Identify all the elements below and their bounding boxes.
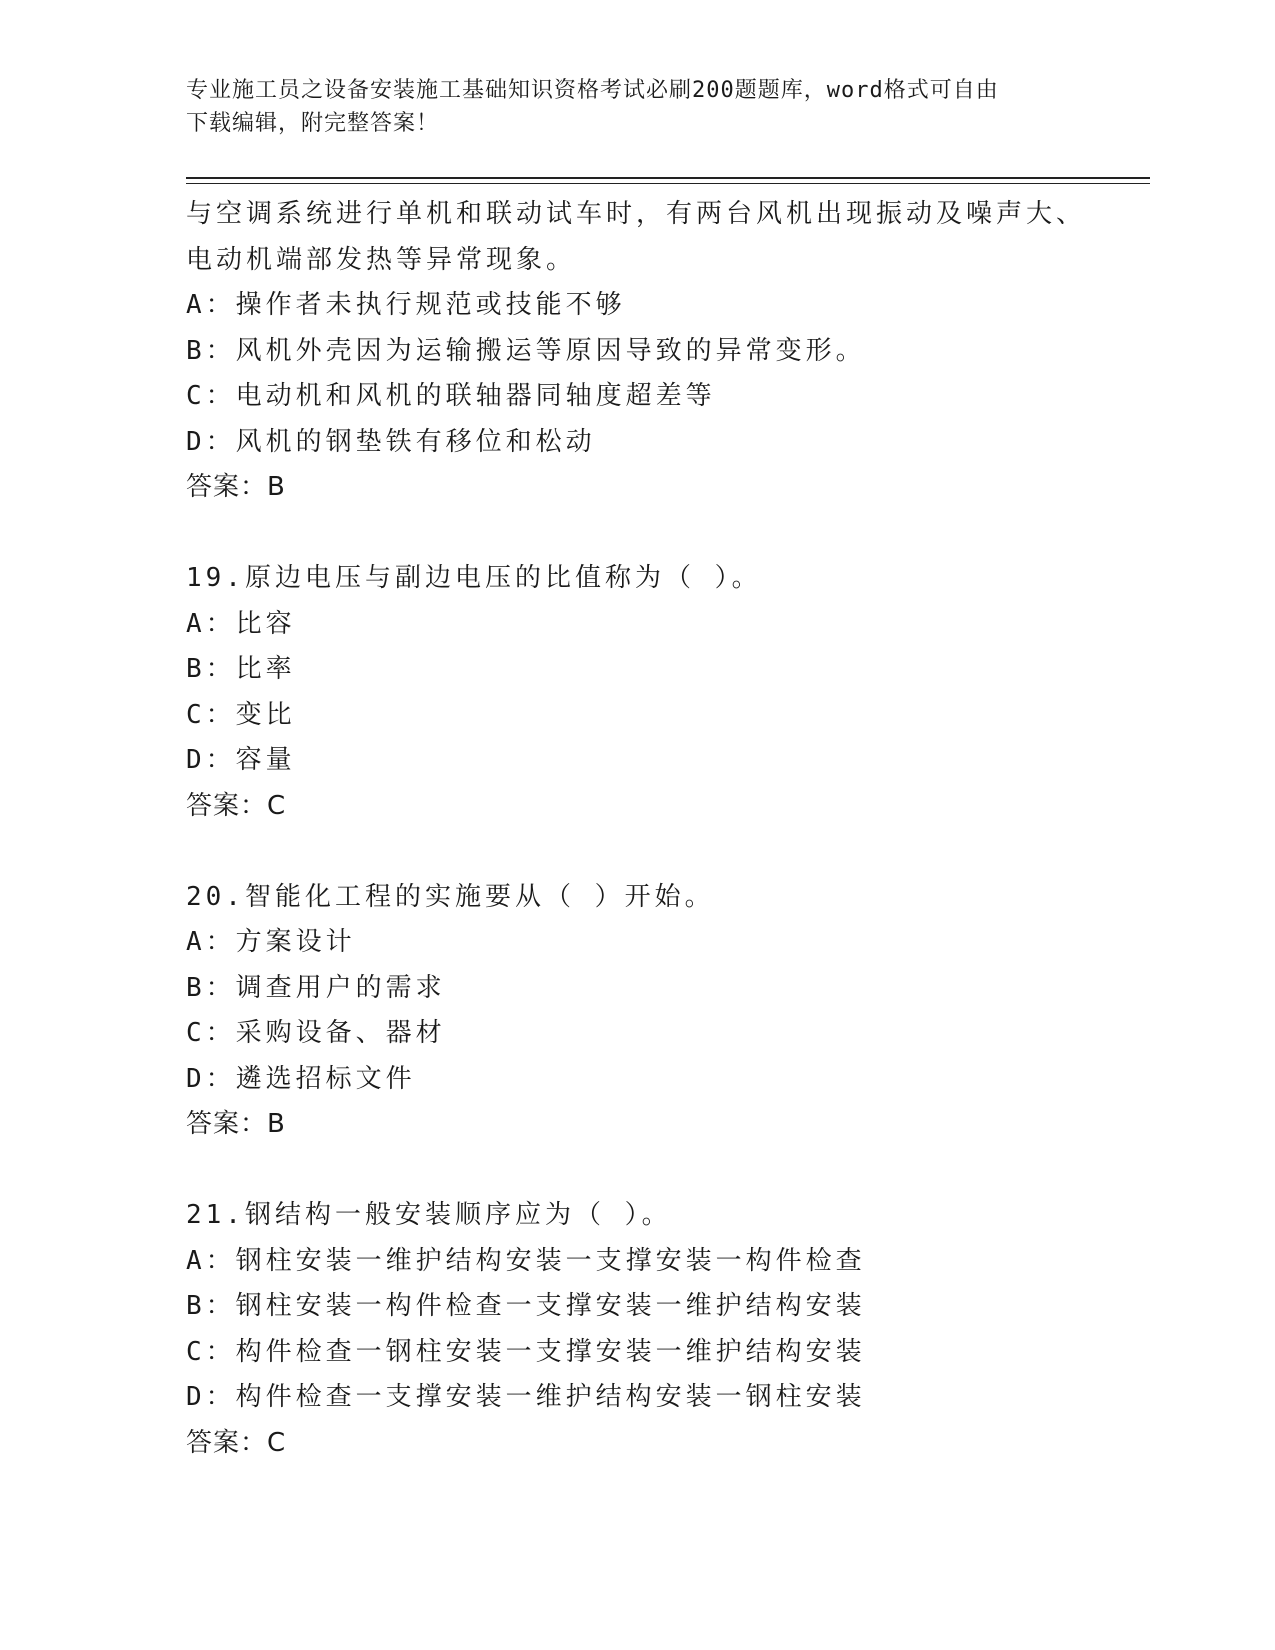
option-c: C：采购设备、器材 bbox=[186, 1018, 446, 1048]
header-line-1: 专业施工员之设备安装施工基础知识资格考试必刷200题题库，word格式可自由 bbox=[186, 78, 999, 103]
option-b: B：钢柱安装一构件检查一支撑安装一维护结构安装 bbox=[186, 1291, 866, 1321]
question-list bbox=[186, 192, 1146, 1466]
header-divider-thin bbox=[186, 183, 1150, 184]
option-b: B：比率 bbox=[186, 654, 296, 684]
question-19 bbox=[186, 556, 1146, 829]
answer-label: 答案：B bbox=[186, 1109, 286, 1139]
option-d: D：风机的钢垫铁有移位和松动 bbox=[186, 426, 596, 457]
option-c: C：变比 bbox=[186, 699, 296, 730]
question-stem-line: 电动机端部发热等异常现象。 bbox=[186, 244, 577, 275]
option-a: A：操作者未执行规范或技能不够 bbox=[186, 290, 626, 320]
answer-label: 答案：B bbox=[186, 472, 286, 502]
document-header bbox=[186, 74, 1086, 140]
option-a: A：方案设计 bbox=[186, 927, 356, 957]
option-d: D：容量 bbox=[186, 745, 296, 775]
question-stem-line: 21.钢结构一般安装顺序应为（ ）。 bbox=[186, 1200, 672, 1230]
question-18 bbox=[186, 192, 1146, 511]
option-d: D：构件检查一支撑安装一维护结构安装一钢柱安装 bbox=[186, 1382, 866, 1412]
answer-label: 答案：C bbox=[186, 790, 287, 821]
question-21 bbox=[186, 1193, 1146, 1466]
option-a: A：比容 bbox=[186, 608, 296, 639]
option-c: C：电动机和风机的联轴器同轴度超差等 bbox=[186, 381, 716, 411]
header-divider-thick bbox=[186, 177, 1150, 179]
option-b: B：风机外壳因为运输搬运等原因导致的异常变形。 bbox=[186, 335, 866, 366]
answer-label: 答案：C bbox=[186, 1427, 287, 1458]
option-b: B：调查用户的需求 bbox=[186, 972, 446, 1003]
question-stem-line: 19.原边电压与副边电压的比值称为（ ）。 bbox=[186, 563, 762, 593]
question-stem-line: 与空调系统进行单机和联动试车时，有两台风机出现振动及噪声大、 bbox=[186, 199, 1087, 229]
header-line-2: 下载编辑，附完整答案！ bbox=[186, 111, 440, 136]
option-d: D：遴选招标文件 bbox=[186, 1063, 416, 1094]
question-stem-line: 20.智能化工程的实施要从（ ）开始。 bbox=[186, 881, 715, 912]
option-a: A：钢柱安装一维护结构安装一支撑安装一构件检查 bbox=[186, 1245, 866, 1276]
option-c: C：构件检查一钢柱安装一支撑安装一维护结构安装 bbox=[186, 1336, 866, 1367]
question-20 bbox=[186, 875, 1146, 1148]
